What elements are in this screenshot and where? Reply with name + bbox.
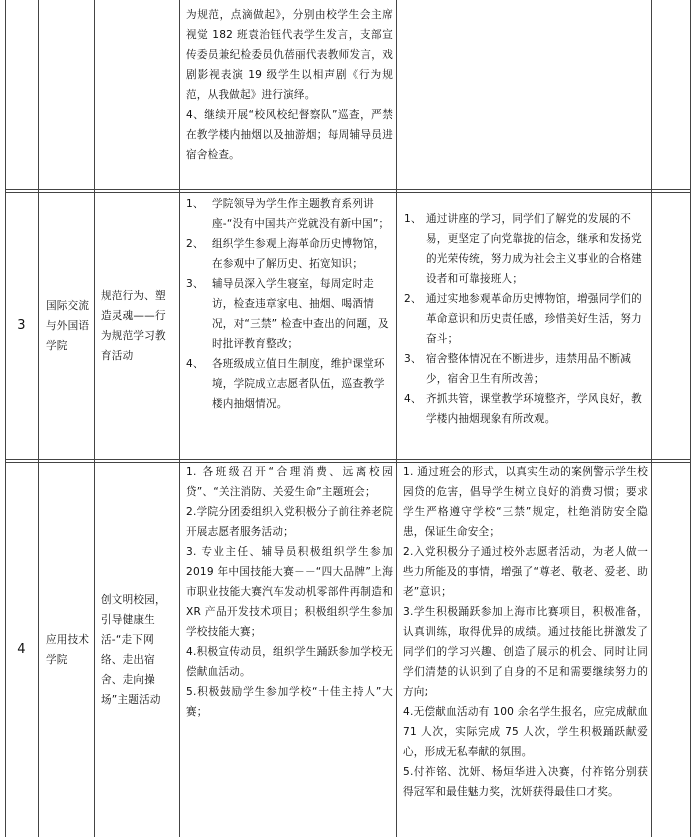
row2-activities [186, 194, 392, 414]
activity-item: 4、 各班级成立值日生制度，维护课堂环境，学院成立志愿者队伍，巡查教学楼内抽烟情况。 [186, 358, 385, 410]
row2-theme [101, 193, 175, 459]
row3-college [46, 463, 90, 837]
row3-effects [403, 462, 648, 802]
row3-theme [101, 463, 175, 837]
row-number: 4 [17, 642, 26, 657]
table-border-col4 [396, 0, 397, 837]
college-name: 国际交流与外国语学院 [46, 300, 90, 352]
table-border-col5 [651, 0, 652, 837]
effect-item: 4.无偿献血活动有 100 余名学生报名，应完成献血 71 人次，实际完成 75 人次，学生积极踊跃献爱心，形成无私奉献的氛围。 [403, 706, 648, 758]
row2-effects [404, 209, 648, 429]
effect-item: 4、 齐抓共管，课堂教学环境整齐，学风良好，教学楼内抽烟现象有所改观。 [404, 393, 642, 425]
college-name: 应用技术学院 [46, 634, 90, 666]
effect-item: 1、 通过讲座的学习，同学们了解党的发展的不易，更坚定了向党靠拢的信念，继承和发扬党的光荣传统，努力成为社会主义事业的合格建设者和可靠接班人； [404, 213, 642, 285]
effect-item: 3.学生积极踊跃参加上海市比赛项目，积极准备，认真训练，取得优异的成绩。通过技能比拼激发了同学们的学习兴趣、创造了展示的机会、同时让同学们清楚的认识到了自身的不足和需要继续努力的方向; [403, 606, 648, 698]
activity-item: 3、 辅导员深入学生寝室，每周定时走访，检查违章家电、抽烟、喝酒情况，对“三禁” 检查中查出的问题，及时批评教育整改； [186, 278, 389, 350]
table-border-col2 [94, 0, 95, 837]
effect-item: 5.付祚铭、沈妍、杨烜华进入决赛，付祚铭分别获得冠军和最佳魅力奖，沈妍获得最佳口才奖。 [403, 766, 648, 798]
table-border-col3 [179, 0, 180, 837]
row-number: 3 [17, 318, 26, 333]
row1-activity: 为规范，点滴做起》，分别由校学生会主席视觉 182 班袁治钰代表学生发言，支部宣传委员兼纪检委员仇蓓丽代表教师发言，戏剧影视表演 19 级学生以相声剧《行为规范，从我做起》进行演绎。 [186, 9, 393, 101]
row-divider-3 [5, 459, 690, 460]
effect-item: 3、 宿舍整体情况在不断进步，违禁用品不断减少，宿舍卫生有所改善； [404, 353, 632, 385]
effect-item: 1. 通过班会的形式，以真实生动的案例警示学生校园贷的危害，倡导学生树立良好的消费习惯；要求学生严格遵守学校“三禁”规定，杜绝消防安全隐患，保证生命安全； [403, 466, 648, 538]
table-border-col1 [38, 0, 39, 837]
activity-item: 3. 专业主任、辅导员积极组织学生参加 2019 年中国技能大赛－－“四大品牌”上海市职业技能大赛汽车发动机零部件再制造和 XR 产品开发技术项目；积极组织学生参加学校技能大赛； [186, 546, 393, 638]
row2-college [46, 193, 90, 459]
activity-theme: 规范行为、塑造灵魂——行为规范学习教育活动 [101, 290, 166, 362]
activity-item: 5.积极鼓励学生参加学校“十佳主持人”大赛； [186, 686, 393, 718]
activity-theme: 创文明校园，引导健康生活-“走下网络、走出宿舍、走向操场”主题活动 [101, 594, 166, 706]
row1-activity: 4、继续开展“校风校纪督察队”巡查，严禁在教学楼内抽烟以及抽游烟；每周辅导员进宿舍检查。 [186, 109, 393, 161]
activity-item: 2.学院分团委组织入党积极分子前往养老院开展志愿者服务活动； [186, 506, 393, 538]
row3-activities [186, 462, 393, 722]
activity-item: 2、 组织学生参观上海革命历史博物馆，在参观中了解历史、拓宽知识； [186, 238, 385, 270]
row-divider-1 [5, 189, 690, 190]
activity-item: 1. 各班级召开“合理消费、远离校园贷”、“关注消防、关爱生命”主题班会； [186, 466, 393, 498]
row3-number [5, 463, 38, 837]
row1-activities [186, 5, 393, 165]
effect-item: 2.入党积极分子通过校外志愿者活动，为老人做一些力所能及的事情，增强了“尊老、敬老、爱老、助老”意识； [403, 546, 648, 598]
activity-item: 1、 学院领导为学生作主题教育系列讲座-“没有中国共产党就没有新中国”； [186, 198, 390, 230]
activity-item: 4.积极宣传动员，组织学生踊跃参加学校无偿献血活动。 [186, 646, 393, 678]
effect-item: 2、 通过实地参观革命历史博物馆，增强同学们的革命意识和历史责任感，珍惜美好生活，努力奋斗； [404, 293, 642, 345]
row2-number [5, 193, 38, 459]
